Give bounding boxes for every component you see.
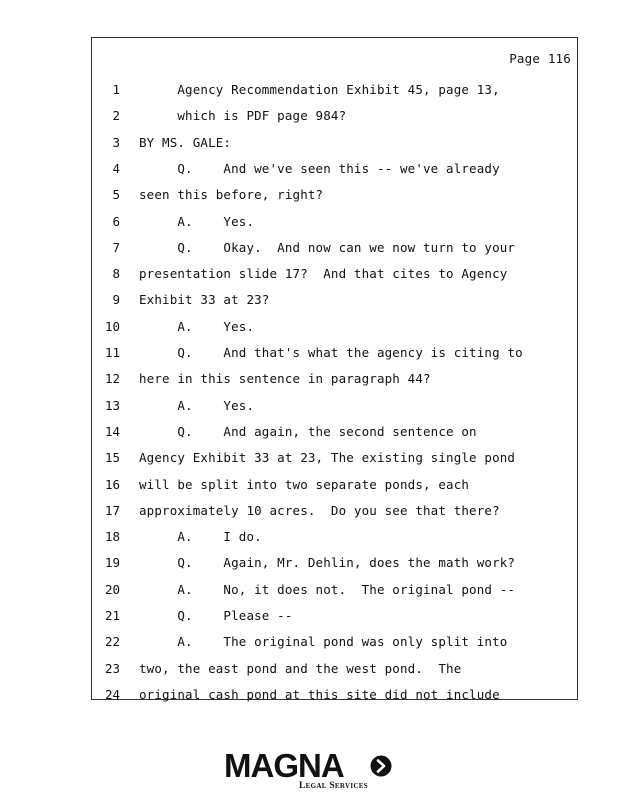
line-text: Q. And we've seen this -- we've already bbox=[139, 160, 500, 176]
line-number: 18 bbox=[104, 529, 120, 545]
line-number: 12 bbox=[104, 371, 120, 387]
line-text: original cash pond at this site did not include bbox=[139, 686, 500, 702]
line-number: 11 bbox=[104, 345, 120, 360]
transcript-line bbox=[92, 422, 577, 442]
line-text: Agency Exhibit 33 at 23, The existing single pond bbox=[139, 450, 516, 466]
line-text: Q. And that's what the agency is citing to bbox=[139, 345, 523, 360]
transcript-line bbox=[92, 133, 577, 153]
transcript-line bbox=[92, 396, 577, 416]
line-text: approximately 10 acres. Do you see that there? bbox=[139, 502, 500, 518]
line-number: 14 bbox=[104, 423, 120, 439]
transcript-line bbox=[92, 448, 577, 468]
line-number: 17 bbox=[104, 502, 120, 518]
transcript-line bbox=[92, 553, 577, 573]
line-text: will be split into two separate ponds, each bbox=[139, 476, 470, 492]
line-text: A. No, it does not. The original pond -- bbox=[139, 581, 516, 597]
logo-wordmark: MAGNA bbox=[224, 747, 344, 784]
line-text: A. The original pond was only split into bbox=[139, 634, 508, 650]
line-number: 15 bbox=[104, 450, 120, 466]
transcript-line bbox=[92, 659, 577, 679]
line-number: 20 bbox=[104, 581, 120, 597]
logo-subtitle: Legal Services bbox=[299, 781, 368, 791]
line-number: 22 bbox=[104, 634, 120, 650]
line-text: Q. And again, the second sentence on bbox=[139, 423, 477, 439]
page-number: Page 116 bbox=[509, 51, 571, 66]
line-number: 5 bbox=[112, 187, 120, 203]
line-number: 7 bbox=[112, 239, 120, 255]
line-text: Q. Again, Mr. Dehlin, does the math work? bbox=[139, 555, 516, 571]
line-text: A. I do. bbox=[139, 529, 262, 545]
line-number: 8 bbox=[112, 266, 120, 282]
transcript-page bbox=[91, 37, 578, 700]
line-text: which is PDF page 984? bbox=[139, 108, 347, 124]
line-text: Q. Please -- bbox=[139, 608, 293, 623]
transcript-line bbox=[92, 212, 577, 232]
line-number: 1 bbox=[112, 82, 120, 97]
magna-logo bbox=[224, 748, 396, 793]
line-text: Q. Okay. And now can we now turn to your bbox=[139, 239, 516, 255]
line-text: two, the east pond and the west pond. The bbox=[139, 660, 462, 676]
line-number: 23 bbox=[104, 660, 120, 676]
line-number: 19 bbox=[104, 555, 120, 571]
line-number: 13 bbox=[104, 397, 120, 413]
line-number: 9 bbox=[112, 292, 120, 308]
line-text: Exhibit 33 at 23? bbox=[139, 292, 270, 308]
line-number: 24 bbox=[104, 686, 120, 702]
transcript-line bbox=[92, 185, 577, 205]
transcript-line bbox=[92, 343, 577, 363]
transcript-line bbox=[92, 369, 577, 389]
line-text: A. Yes. bbox=[139, 213, 255, 229]
transcript-line bbox=[92, 238, 577, 258]
chevron-right-circle-icon bbox=[370, 755, 392, 777]
transcript-line bbox=[92, 264, 577, 284]
transcript-line bbox=[92, 685, 577, 705]
transcript-line bbox=[92, 317, 577, 337]
line-number: 10 bbox=[104, 318, 120, 334]
line-number: 2 bbox=[112, 108, 120, 124]
transcript-line bbox=[92, 80, 577, 100]
transcript-line bbox=[92, 527, 577, 547]
line-text: seen this before, right? bbox=[139, 187, 324, 203]
line-number: 3 bbox=[112, 134, 120, 150]
transcript-line bbox=[92, 632, 577, 652]
transcript-line bbox=[92, 159, 577, 179]
transcript-line bbox=[92, 606, 577, 626]
line-text: here in this sentence in paragraph 44? bbox=[139, 371, 431, 387]
line-text: A. Yes. bbox=[139, 318, 255, 334]
transcript-line bbox=[92, 106, 577, 126]
line-text: Agency Recommendation Exhibit 45, page 13, bbox=[139, 82, 500, 97]
line-number: 21 bbox=[104, 608, 120, 623]
transcript-line bbox=[92, 475, 577, 495]
line-text: presentation slide 17? And that cites to Agency bbox=[139, 266, 508, 282]
line-text: BY MS. GALE: bbox=[139, 134, 232, 150]
transcript-line bbox=[92, 290, 577, 310]
line-text: A. Yes. bbox=[139, 397, 255, 413]
line-number: 16 bbox=[104, 476, 120, 492]
transcript-line bbox=[92, 580, 577, 600]
line-number: 4 bbox=[112, 160, 120, 176]
transcript-line bbox=[92, 501, 577, 521]
line-number: 6 bbox=[112, 213, 120, 229]
